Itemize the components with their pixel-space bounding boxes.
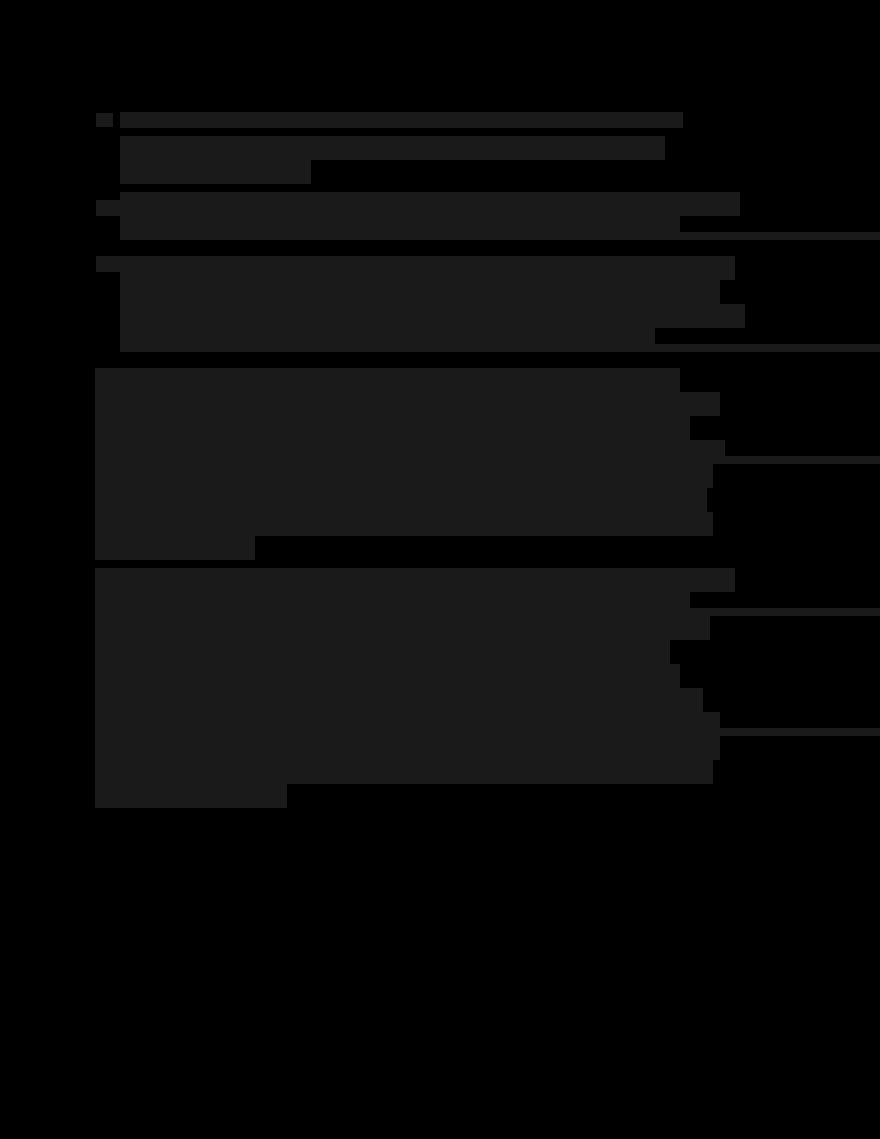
redacted-line (95, 736, 720, 760)
list-marker-2 (96, 200, 120, 216)
redacted-line (95, 464, 713, 488)
redacted-line (95, 688, 703, 712)
redacted-line (95, 416, 690, 440)
redacted-line (95, 784, 287, 808)
redacted-line (95, 440, 725, 456)
redacted-line (95, 664, 680, 688)
redacted-line (120, 232, 880, 240)
list-marker-3 (96, 256, 120, 272)
redacted-line (95, 536, 255, 560)
redacted-line (95, 616, 710, 640)
redacted-line (95, 728, 880, 736)
redacted-line (95, 368, 680, 392)
redacted-line (95, 592, 690, 608)
redacted-line (120, 136, 665, 160)
redacted-line (120, 216, 680, 232)
redacted-line (120, 328, 655, 344)
redacted-line (95, 712, 720, 728)
redacted-line (95, 512, 713, 536)
redacted-line (95, 456, 880, 464)
redacted-line (120, 112, 683, 128)
redacted-line (120, 192, 740, 216)
redacted-line (95, 568, 735, 592)
redacted-line (95, 488, 707, 512)
list-marker-1 (96, 113, 113, 127)
redacted-line (120, 344, 880, 352)
redacted-line (120, 256, 735, 280)
redacted-line (95, 640, 670, 664)
redacted-line (120, 304, 745, 328)
redacted-line (120, 160, 311, 184)
redacted-line (95, 760, 713, 784)
redacted-line (120, 280, 720, 304)
redacted-line (95, 608, 880, 616)
redacted-line (95, 392, 720, 416)
